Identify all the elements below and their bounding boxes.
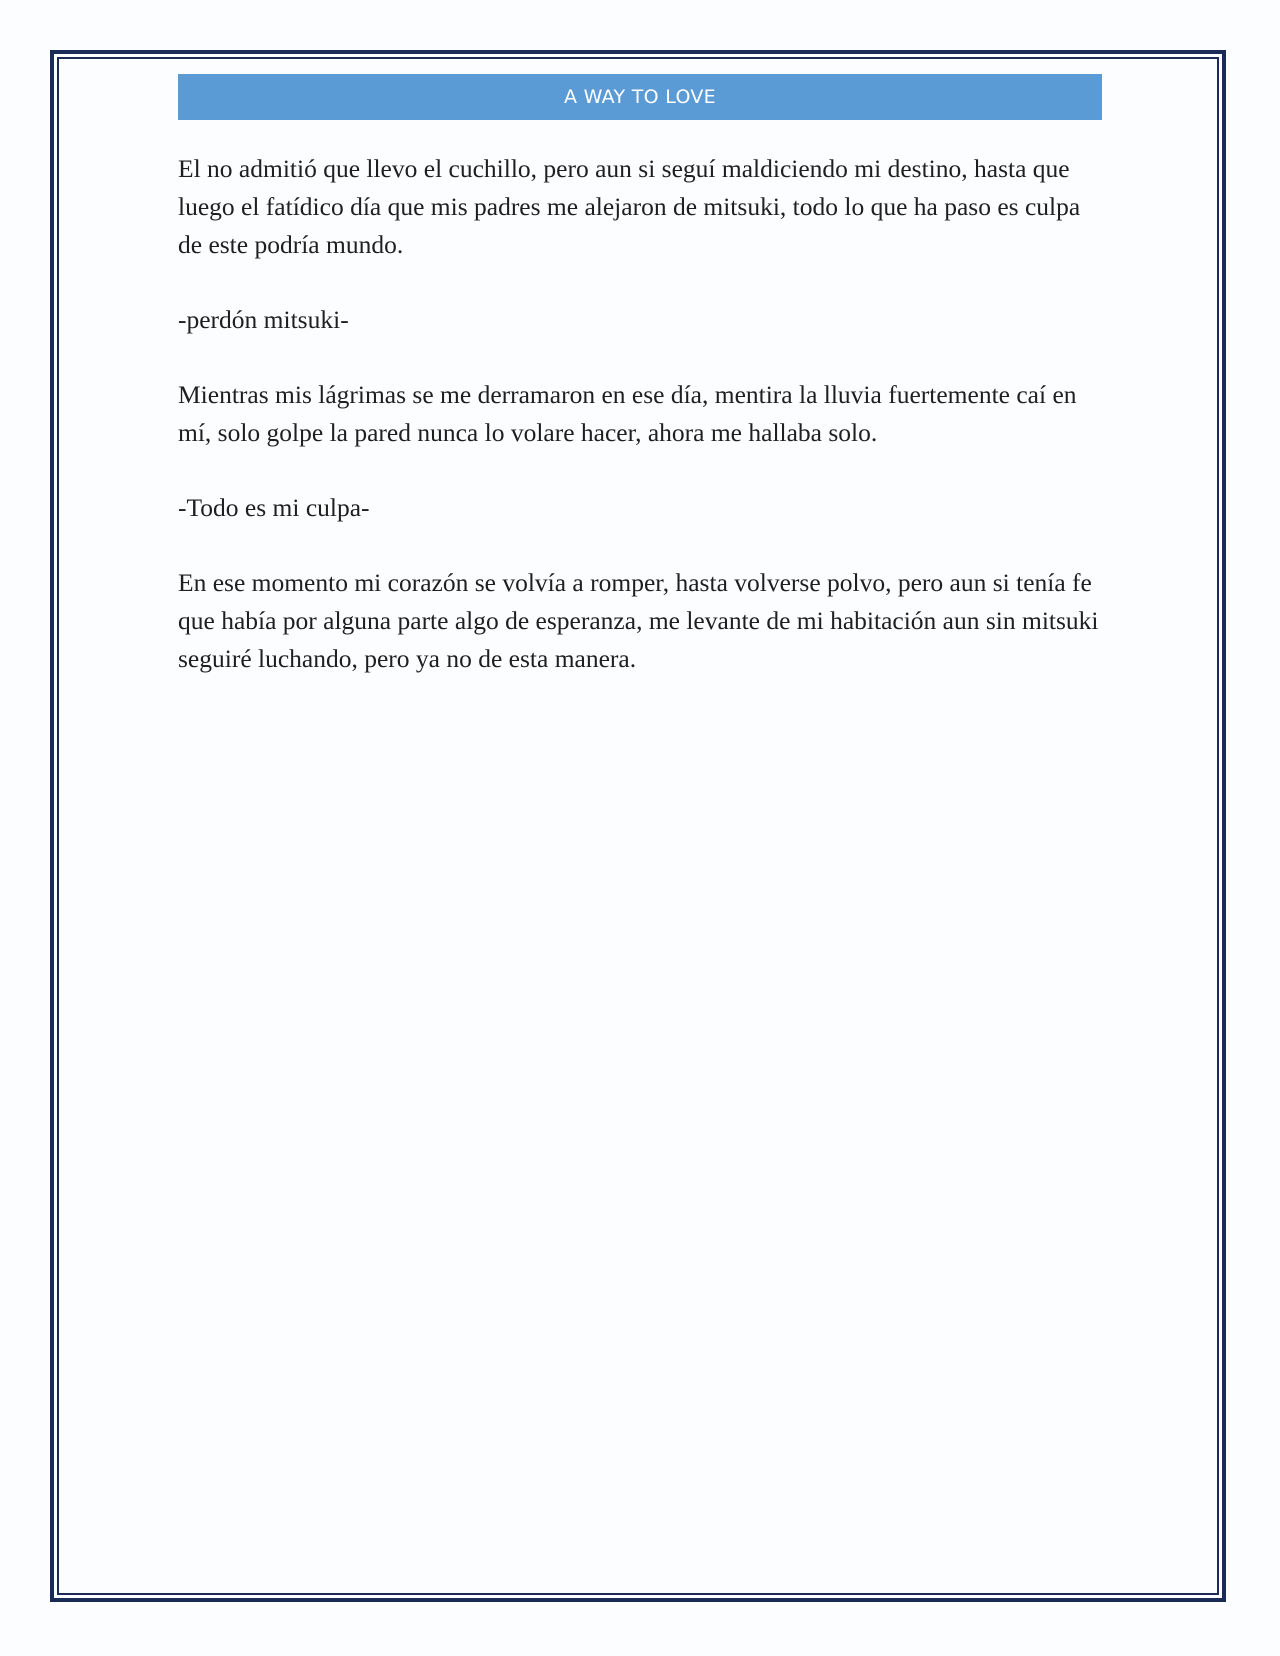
document-body	[178, 150, 1108, 715]
paragraph: -perdón mitsuki-	[178, 305, 349, 334]
paragraph: Mientras mis lágrimas se me derramaron en ese día, mentira la lluvia fuertemente caí en mí, solo golpe la pared nunca lo volare hacer, ahora me hallaba solo.	[178, 380, 1077, 447]
page-header	[178, 74, 1102, 120]
paragraph: -Todo es mi culpa-	[178, 493, 370, 522]
paragraph: El no admitió que llevo el cuchillo, pero aun si seguí maldiciendo mi destino, hasta que luego el fatídico día que mis padres me alejaron de mitsuki, todo lo que ha paso es culpa de este podría mundo.	[178, 154, 1081, 259]
header-title: A WAY TO LOVE	[564, 86, 716, 108]
paragraph: En ese momento mi corazón se volvía a romper, hasta volverse polvo, pero aun si tenía fe que había por alguna parte algo de esperanza, me levante de mi habitación aun sin mitsuki seguiré luchando, pero ya no de esta manera.	[178, 568, 1099, 673]
